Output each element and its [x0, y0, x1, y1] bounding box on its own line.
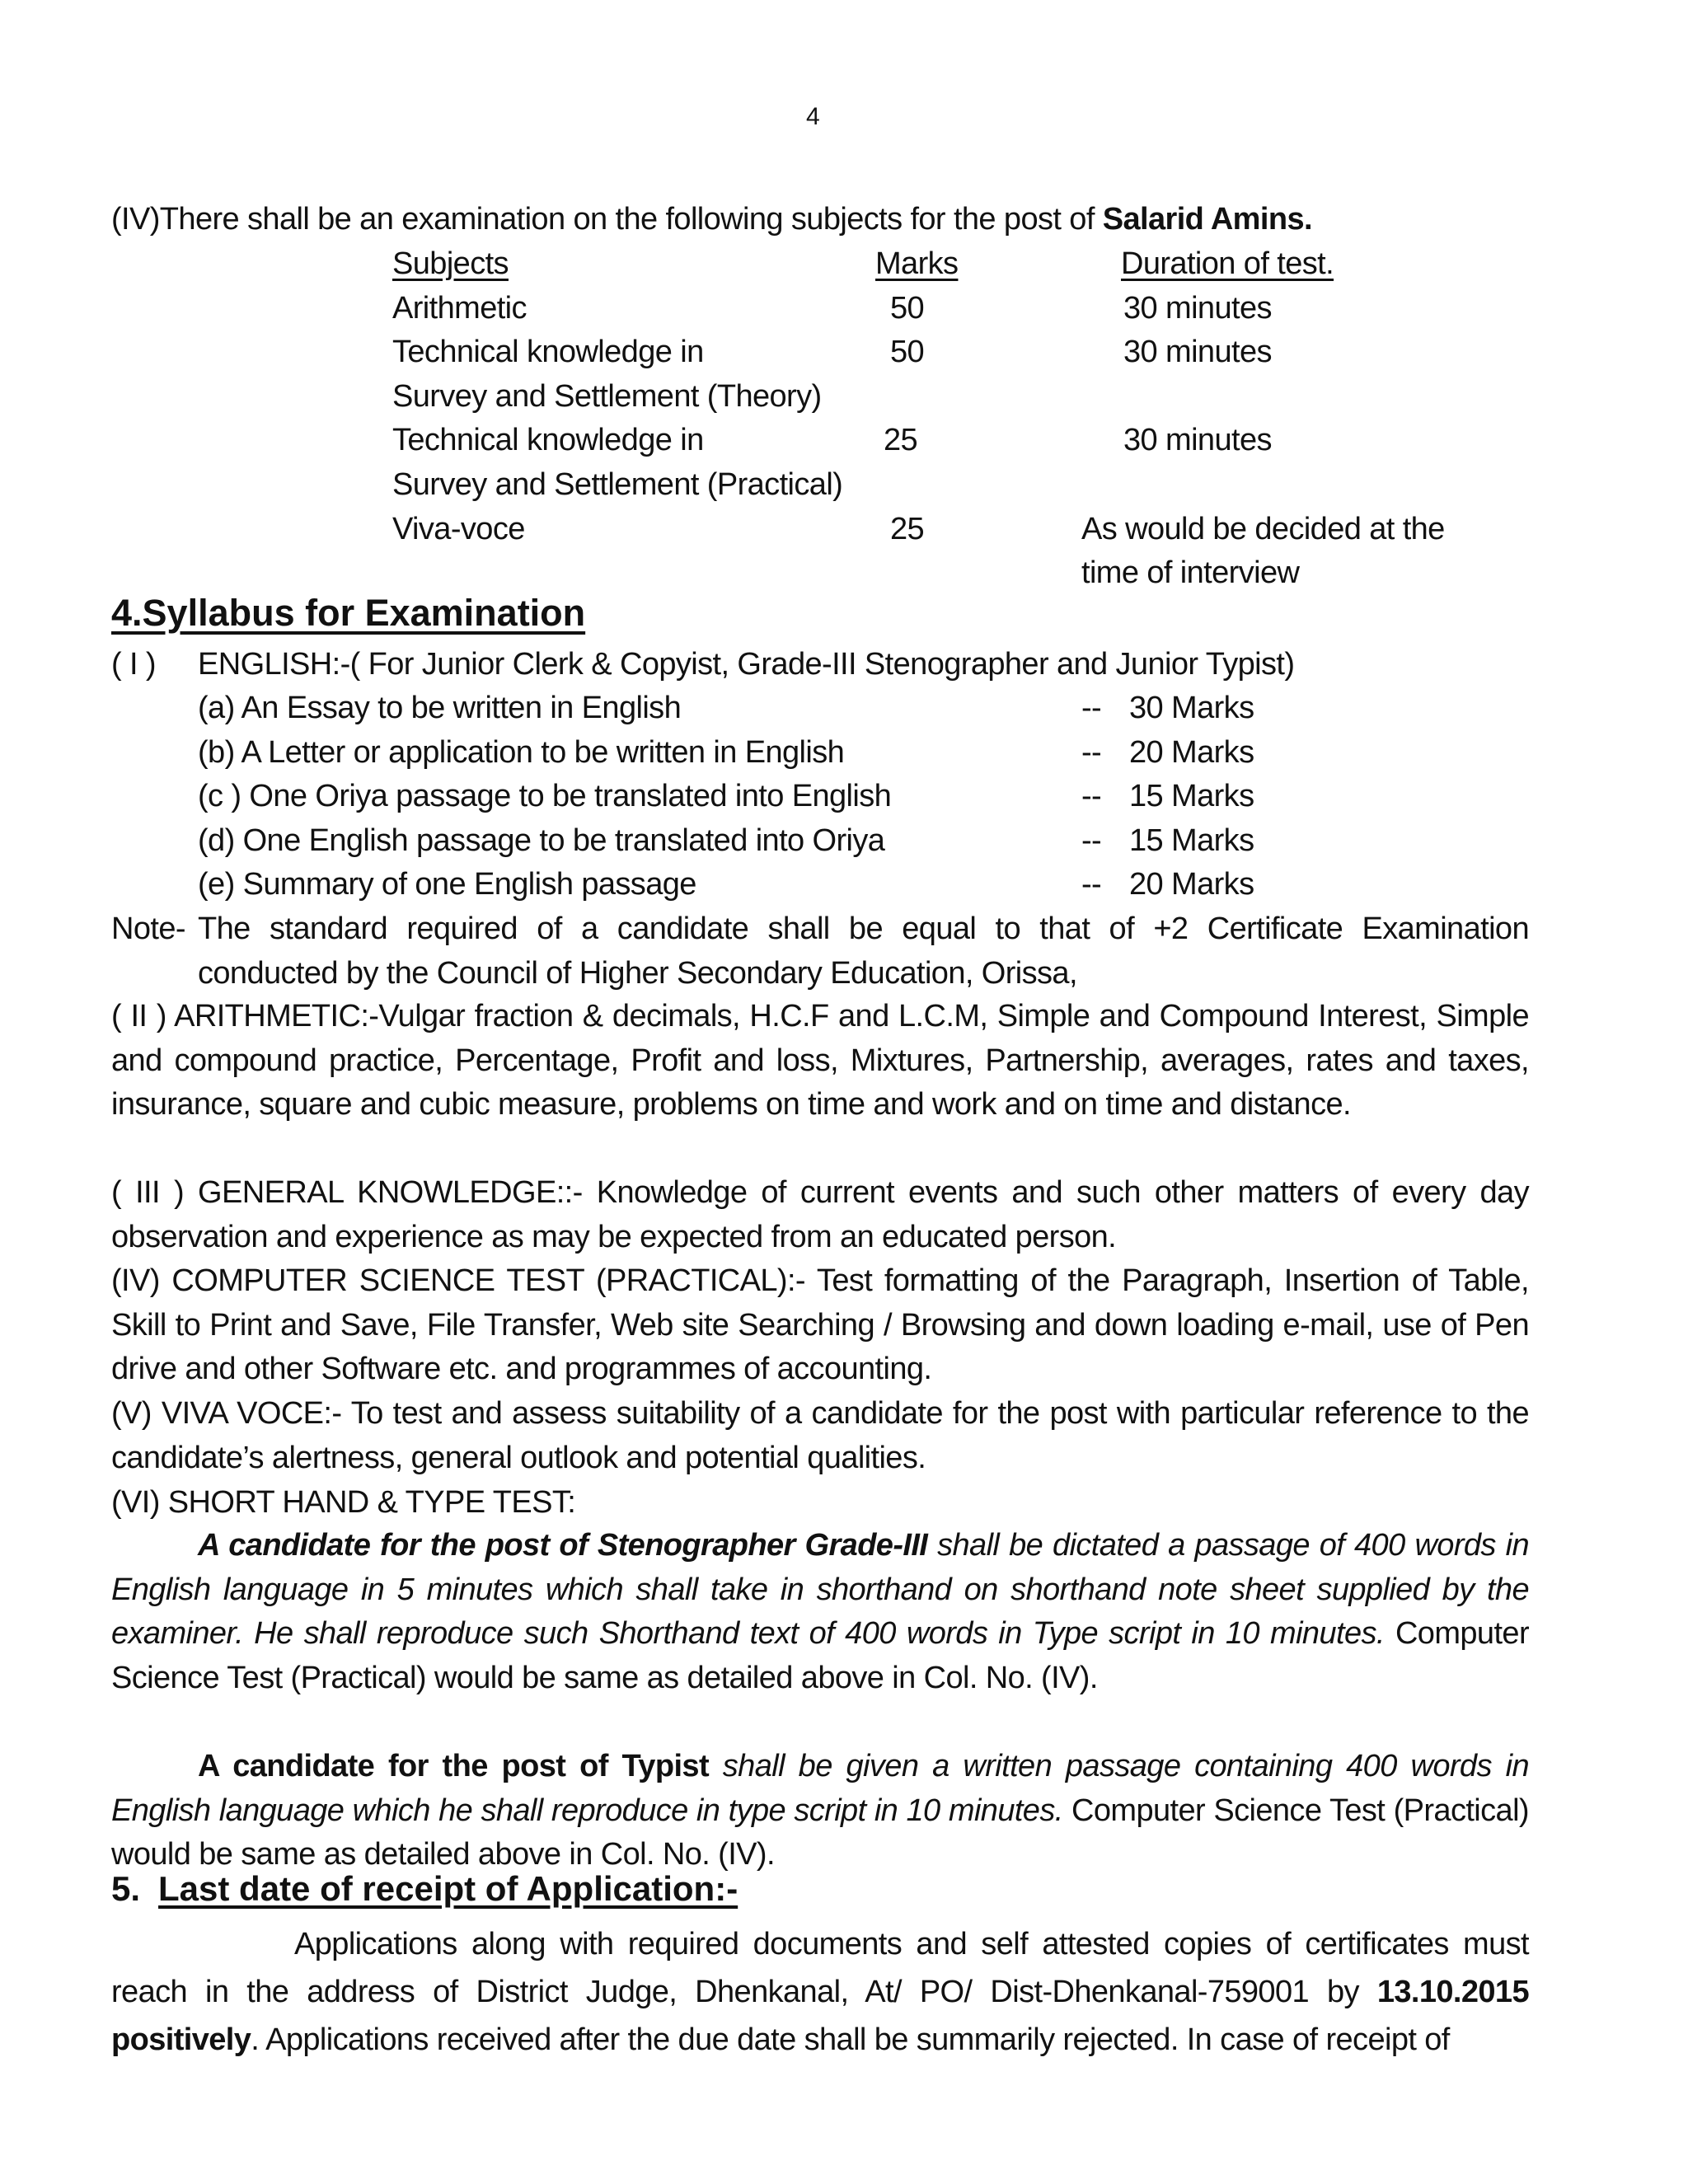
list-item: (d) One English passage to be translated into Oriya	[198, 823, 885, 858]
duration-cell: 30 minutes	[1123, 423, 1272, 457]
typist-paragraph	[111, 1745, 1529, 1877]
subject-cell: Viva-voce	[392, 512, 525, 546]
list-item: (a) An Essay to be written in English	[198, 691, 682, 725]
marks-cell: 25	[890, 512, 925, 546]
list-item-dash: --	[1081, 867, 1102, 902]
last-date-text: Applications along with required documents and self attested copies of certificates must reach in the address of District Judge, Dhenkanal, At/ PO/ Dist-Dhenkanal-759001 by	[111, 1927, 1529, 2009]
duration-header: Duration of test.	[1121, 246, 1334, 281]
typist-italic-text: shall be given a written passage containing 400 words in English language which he shall reproduce in type script in 10 minutes.	[111, 1749, 1529, 1828]
marks-header: Marks	[875, 246, 959, 281]
english-title: ENGLISH:-( For Junior Clerk & Copyist, Grade-III Stenographer and Junior Typist)	[198, 647, 1295, 682]
subject-cell: Arithmetic	[392, 291, 527, 326]
duration-cell: 30 minutes	[1123, 335, 1272, 369]
salarid-post-name: Salarid Amins.	[1102, 202, 1312, 237]
duration-cell: 30 minutes	[1123, 291, 1272, 326]
shorthand-title: (VI) SHORT HAND & TYPE TEST:	[111, 1485, 576, 1520]
page-number: 4	[806, 103, 820, 130]
duration-cell-line2: time of interview	[1081, 555, 1300, 590]
list-item: (c ) One Oriya passage to be translated into English	[198, 779, 892, 813]
gk-paragraph: ( III ) GENERAL KNOWLEDGE::- Knowledge of current events and such other matters of every day observation and experience as may be expected from an educated person.	[111, 1175, 1529, 1254]
subject-cell: Technical knowledge in	[392, 423, 704, 457]
stenographer-post: A candidate for the post of Stenographer Grade-III	[198, 1528, 928, 1563]
salarid-intro	[111, 197, 1312, 241]
last-date-paragraph	[111, 1920, 1529, 2064]
last-date-text-continued: . Applications received after the due date shall be summarily rejected. In case of receipt of	[251, 2022, 1450, 2057]
last-date-num: 5.	[111, 1869, 141, 1908]
stenographer-italic-text: shall be dictated a passage of 400 words in English language in 5 minutes which shall take in shorthand on shorthand note sheet supplied by the examiner. He shall reproduce such Shorthand text of 400 words in Type script in 10 minutes.	[111, 1528, 1530, 1652]
last-date-deadline: 13.10.2015 positively	[111, 1975, 1529, 2057]
subject-cell-line2: Survey and Settlement (Practical)	[392, 467, 843, 502]
duration-cell: As would be decided at the	[1081, 512, 1445, 546]
note-line2: conducted by the Council of Higher Secondary Education, Orissa,	[198, 956, 1077, 991]
computer-paragraph: (IV) COMPUTER SCIENCE TEST (PRACTICAL):- Test formatting of the Paragraph, Insertion of Table, Skill to Print and Save, File Transfer, Web site Searching / Browsing and down loading e-mail, use of Pen drive and other Software etc. and programmes of accounting.	[111, 1263, 1529, 1387]
last-date-heading-text: Last date of receipt of Application:-	[158, 1869, 738, 1908]
typist-text: Computer Science Test (Practical) would be same as detailed above in Col. No. (IV).	[111, 1793, 1529, 1872]
subject-cell-line2: Survey and Settlement (Theory)	[392, 379, 822, 414]
last-date-heading	[111, 1869, 738, 1909]
note-label: Note-	[111, 912, 185, 946]
list-item-dash: --	[1081, 823, 1102, 858]
subject-cell: Technical knowledge in	[392, 335, 704, 369]
stenographer-text: Computer Science Test (Practical) would be same as detailed above in Col. No. (IV).	[111, 1616, 1529, 1695]
list-item-dash: --	[1081, 691, 1102, 725]
salarid-intro-text: (IV)There shall be an examination on the following subjects for the post of	[111, 202, 1103, 237]
list-item-marks: 15 Marks	[1129, 779, 1254, 813]
list-item-marks: 15 Marks	[1129, 823, 1254, 858]
list-item-marks: 20 Marks	[1129, 867, 1254, 902]
marks-cell: 25	[884, 423, 918, 457]
typist-post: A candidate for the post of Typist	[198, 1749, 709, 1783]
list-item-marks: 20 Marks	[1129, 735, 1254, 770]
arithmetic-paragraph: ( II ) ARITHMETIC:-Vulgar fraction & decimals, H.C.F and L.C.M, Simple and Compound Interest, Simple and compound practice, Percentage, Profit and loss, Mixtures, Partnership, averages, rates and taxes, insurance, square and cubic measure, problems on time and work and on time and distance.	[111, 999, 1529, 1122]
list-item-dash: --	[1081, 779, 1102, 813]
list-item: (b) A Letter or application to be written in English	[198, 735, 845, 770]
marks-cell: 50	[890, 335, 925, 369]
english-num: ( I )	[111, 647, 156, 682]
list-item-marks: 30 Marks	[1129, 691, 1254, 725]
list-item: (e) Summary of one English passage	[198, 867, 696, 902]
viva-paragraph: (V) VIVA VOCE:- To test and assess suitability of a candidate for the post with particular reference to the candidate’s alertness, general outlook and potential qualities.	[111, 1396, 1529, 1475]
stenographer-paragraph	[111, 1524, 1529, 1700]
marks-cell: 50	[890, 291, 925, 326]
subjects-header: Subjects	[392, 246, 509, 281]
note-line1: The standard required of a candidate shall be equal to that of +2 Certificate Examination	[198, 912, 1529, 946]
list-item-dash: --	[1081, 735, 1102, 770]
syllabus-heading: 4.Syllabus for Examination	[111, 592, 586, 634]
